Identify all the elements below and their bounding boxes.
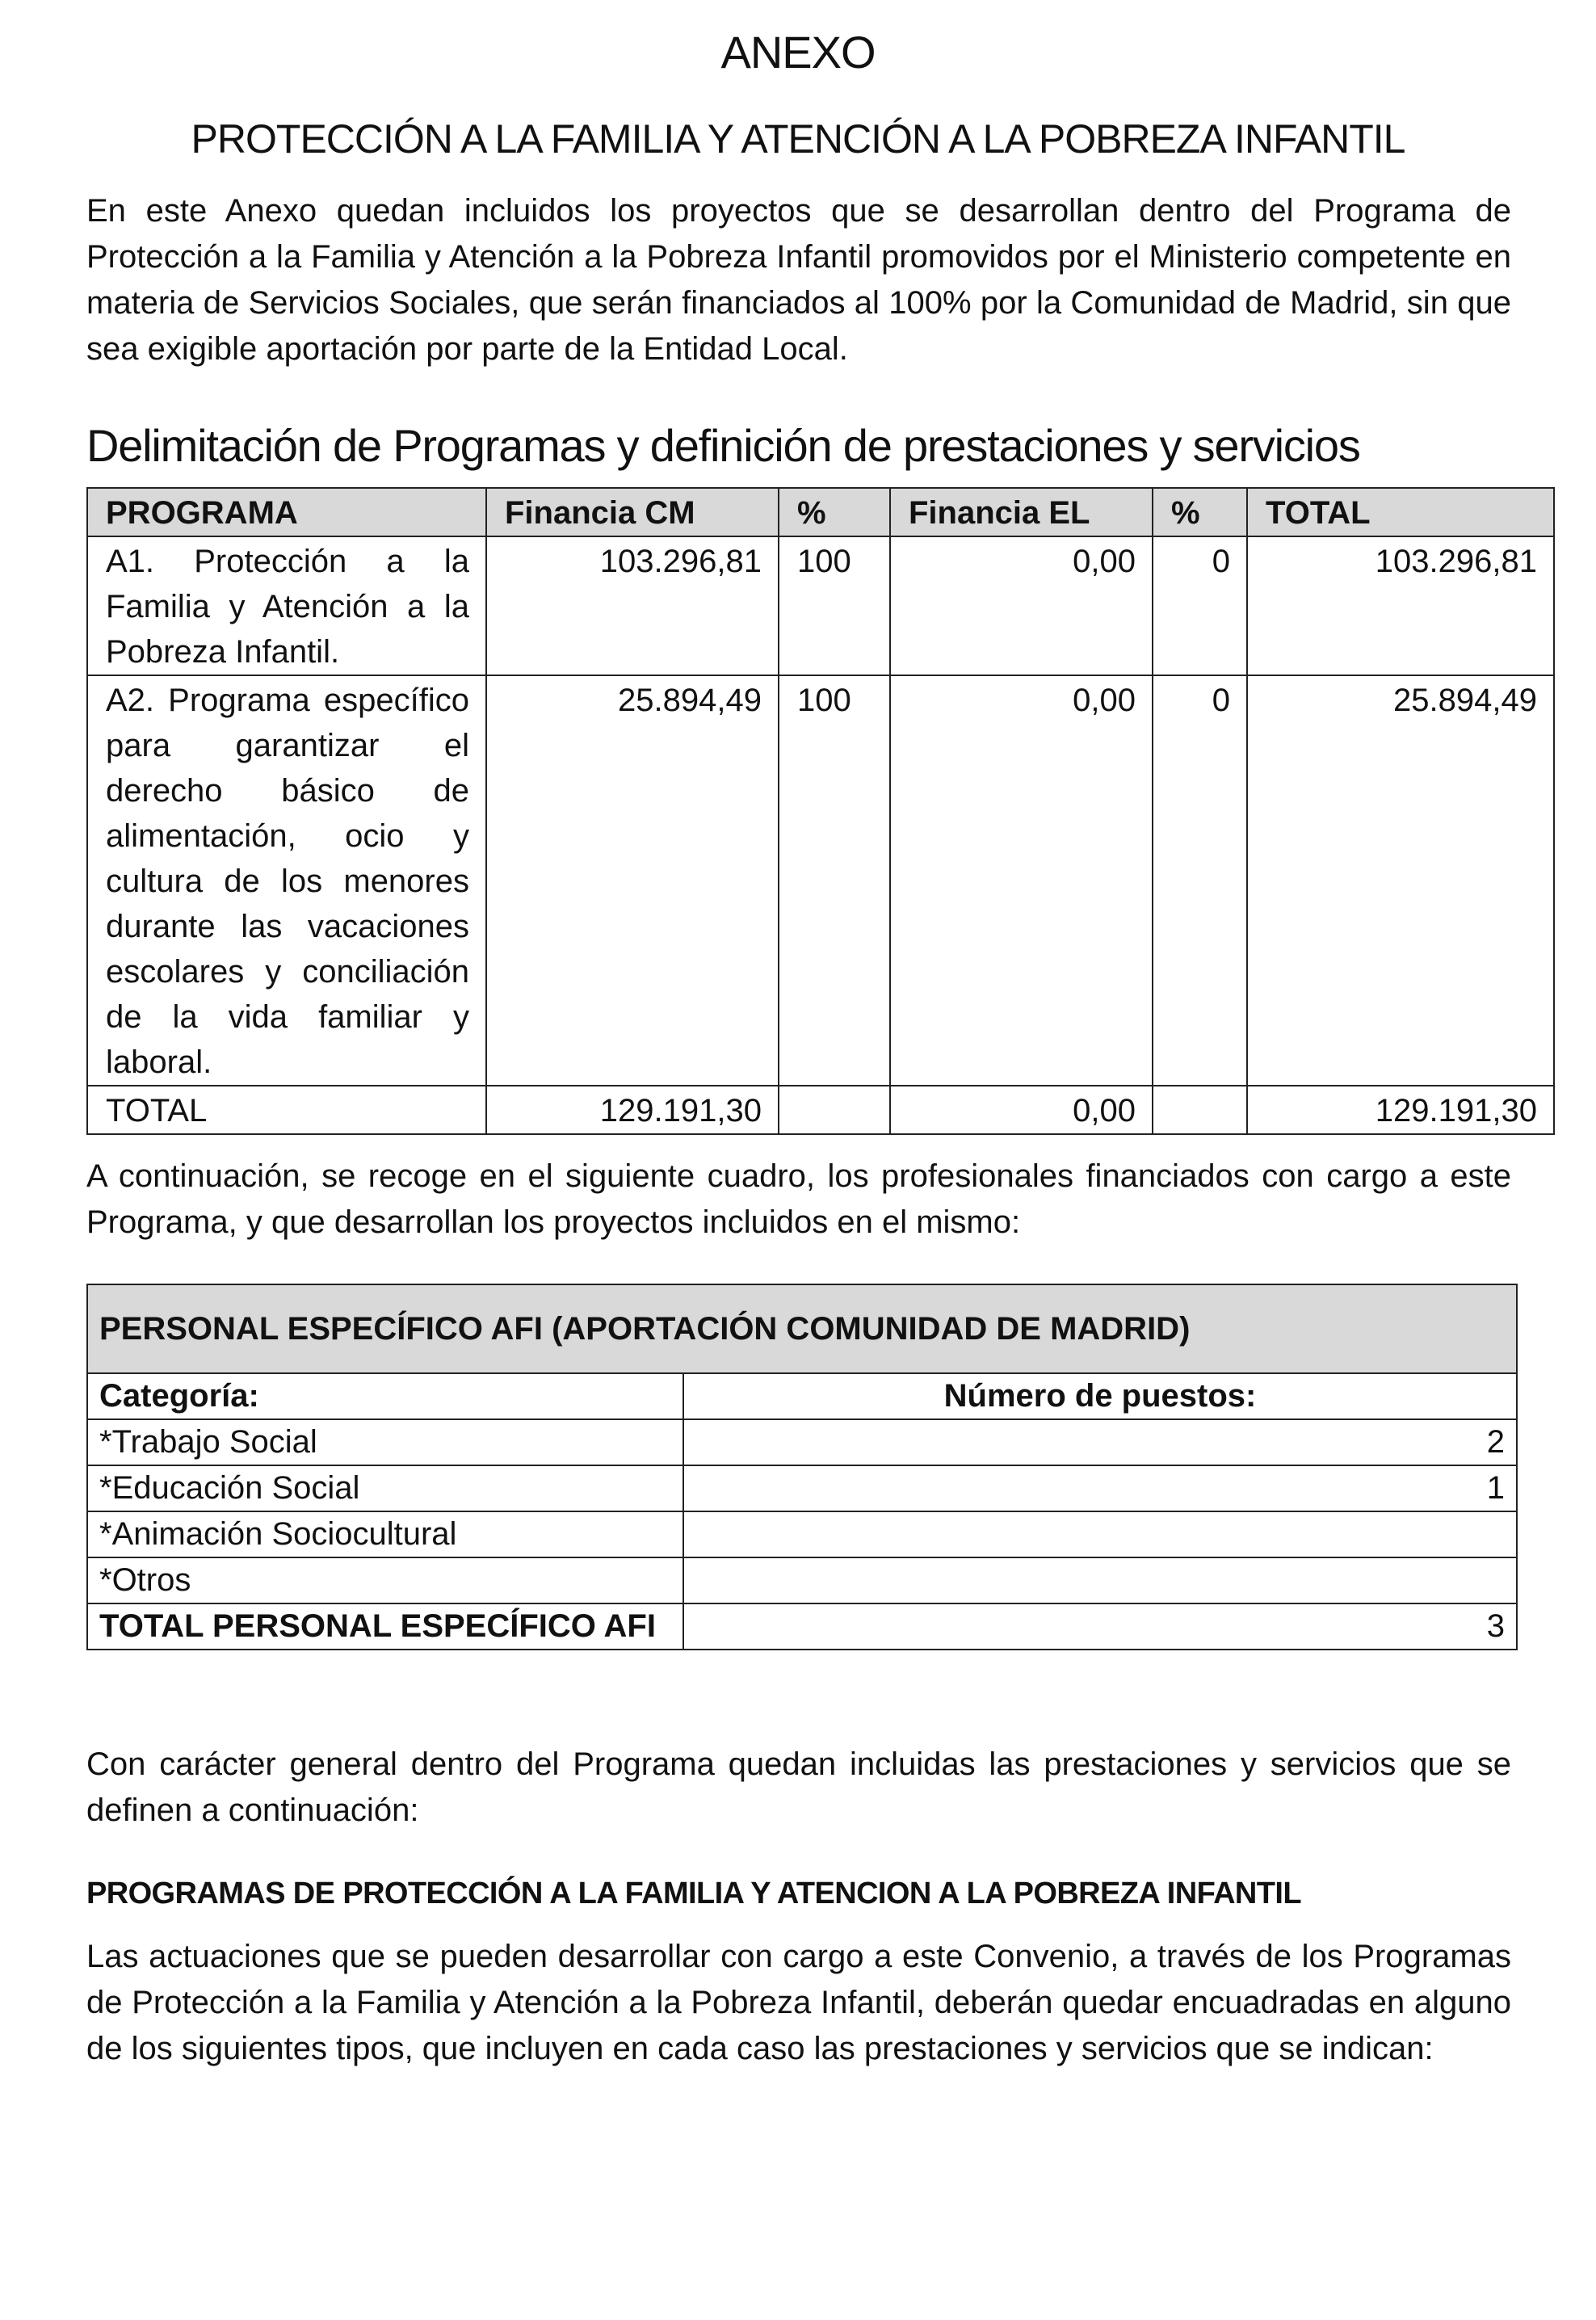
- cell-financia-cm: 25.894,49: [486, 675, 779, 1086]
- cell-pct-cm: 100: [779, 675, 890, 1086]
- table-row: [87, 1511, 1517, 1557]
- staff-total-row: [87, 1603, 1517, 1650]
- staff-table: [86, 1284, 1518, 1650]
- header-financia-el: Financia EL: [890, 488, 1153, 536]
- table-row: [87, 1465, 1517, 1511]
- cell-positions: 1: [683, 1465, 1517, 1511]
- general-paragraph: Con carácter general dentro del Programa quedan incluidas las prestaciones y servicios que se definen a continuación:: [86, 1746, 1511, 1828]
- cell-total-positions: 3: [683, 1603, 1517, 1650]
- header-category: Categoría:: [87, 1373, 683, 1419]
- table-row: [87, 536, 1554, 675]
- cell-financia-el: 0,00: [890, 536, 1153, 675]
- programs-heading: PROGRAMAS DE PROTECCIÓN A LA FAMILIA Y ATENCION A LA POBREZA INFANTIL: [86, 1877, 1301, 1910]
- cell-total-pct-cm: [779, 1086, 890, 1134]
- cell-category: *Otros: [87, 1557, 683, 1603]
- cell-total: 103.296,81: [1247, 536, 1554, 675]
- cell-positions: [683, 1511, 1517, 1557]
- header-pct-el: %: [1153, 488, 1247, 536]
- cell-pct-el: 0: [1153, 536, 1247, 675]
- cell-total-financia-cm: 129.191,30: [486, 1086, 779, 1134]
- cell-financia-el: 0,00: [890, 675, 1153, 1086]
- total-row: [87, 1086, 1554, 1134]
- cell-total-label: TOTAL PERSONAL ESPECÍFICO AFI: [87, 1603, 683, 1650]
- cell-programa: A2. Programa específico para garantizar el derecho básico de alimentación, ocio y cultura de los menores durante las vacaciones escolares y conciliación de la vida familiar y laboral.: [87, 675, 486, 1086]
- cell-category: *Animación Sociocultural: [87, 1511, 683, 1557]
- cell-programa: A1. Protección a la Familia y Atención a la Pobreza Infantil.: [87, 536, 486, 675]
- cell-positions: 2: [683, 1419, 1517, 1465]
- table-row: [87, 1557, 1517, 1603]
- cell-positions: [683, 1557, 1517, 1603]
- staff-table-columns: [87, 1373, 1517, 1419]
- cell-total-pct-el: [1153, 1086, 1247, 1134]
- program-table-header: [87, 488, 1554, 536]
- cell-total-financia-el: 0,00: [890, 1086, 1153, 1134]
- header-financia-cm: Financia CM: [486, 488, 779, 536]
- page-subtitle: PROTECCIÓN A LA FAMILIA Y ATENCIÓN A LA POBREZA INFANTIL: [191, 116, 1405, 162]
- header-pct-cm: %: [779, 488, 890, 536]
- section-title: Delimitación de Programas y definición de prestaciones y servicios: [86, 420, 1360, 471]
- staff-table-title: PERSONAL ESPECÍFICO AFI (APORTACIÓN COMUNIDAD DE MADRID): [87, 1284, 1517, 1373]
- staff-intro-paragraph: A continuación, se recoge en el siguiente cuadro, los profesionales financiados con cargo a este Programa, y que desarrollan los proyectos incluidos en el mismo:: [86, 1158, 1511, 1240]
- actions-paragraph: Las actuaciones que se pueden desarrollar con cargo a este Convenio, a través de los Programas de Protección a la Familia y Atención a la Pobreza Infantil, deberán quedar encuadradas en alguno de los siguientes tipos, que incluyen en cada caso las prestaciones y servicios que se indican:: [86, 1939, 1511, 2066]
- staff-table-title-row: [87, 1284, 1517, 1373]
- cell-pct-cm: 100: [779, 536, 890, 675]
- cell-total-total: 129.191,30: [1247, 1086, 1554, 1134]
- header-positions: Número de puestos:: [683, 1373, 1517, 1419]
- header-programa: PROGRAMA: [87, 488, 486, 536]
- cell-category: *Educación Social: [87, 1465, 683, 1511]
- cell-financia-cm: 103.296,81: [486, 536, 779, 675]
- cell-total: 25.894,49: [1247, 675, 1554, 1086]
- intro-paragraph: En este Anexo quedan incluidos los proyectos que se desarrollan dentro del Programa de Protección a la Familia y Atención a la Pobreza Infantil promovidos por el Ministerio competente en materia de Servicios Sociales, que serán financiados al 100% por la Comunidad de Madrid, sin que sea exigible aportación por parte de la Entidad Local.: [86, 193, 1511, 367]
- page-title: ANEXO: [720, 27, 876, 78]
- cell-category: *Trabajo Social: [87, 1419, 683, 1465]
- table-row: [87, 1419, 1517, 1465]
- header-total: TOTAL: [1247, 488, 1554, 536]
- program-table: [86, 487, 1555, 1135]
- cell-pct-el: 0: [1153, 675, 1247, 1086]
- cell-total-label: TOTAL: [87, 1086, 486, 1134]
- table-row: [87, 675, 1554, 1086]
